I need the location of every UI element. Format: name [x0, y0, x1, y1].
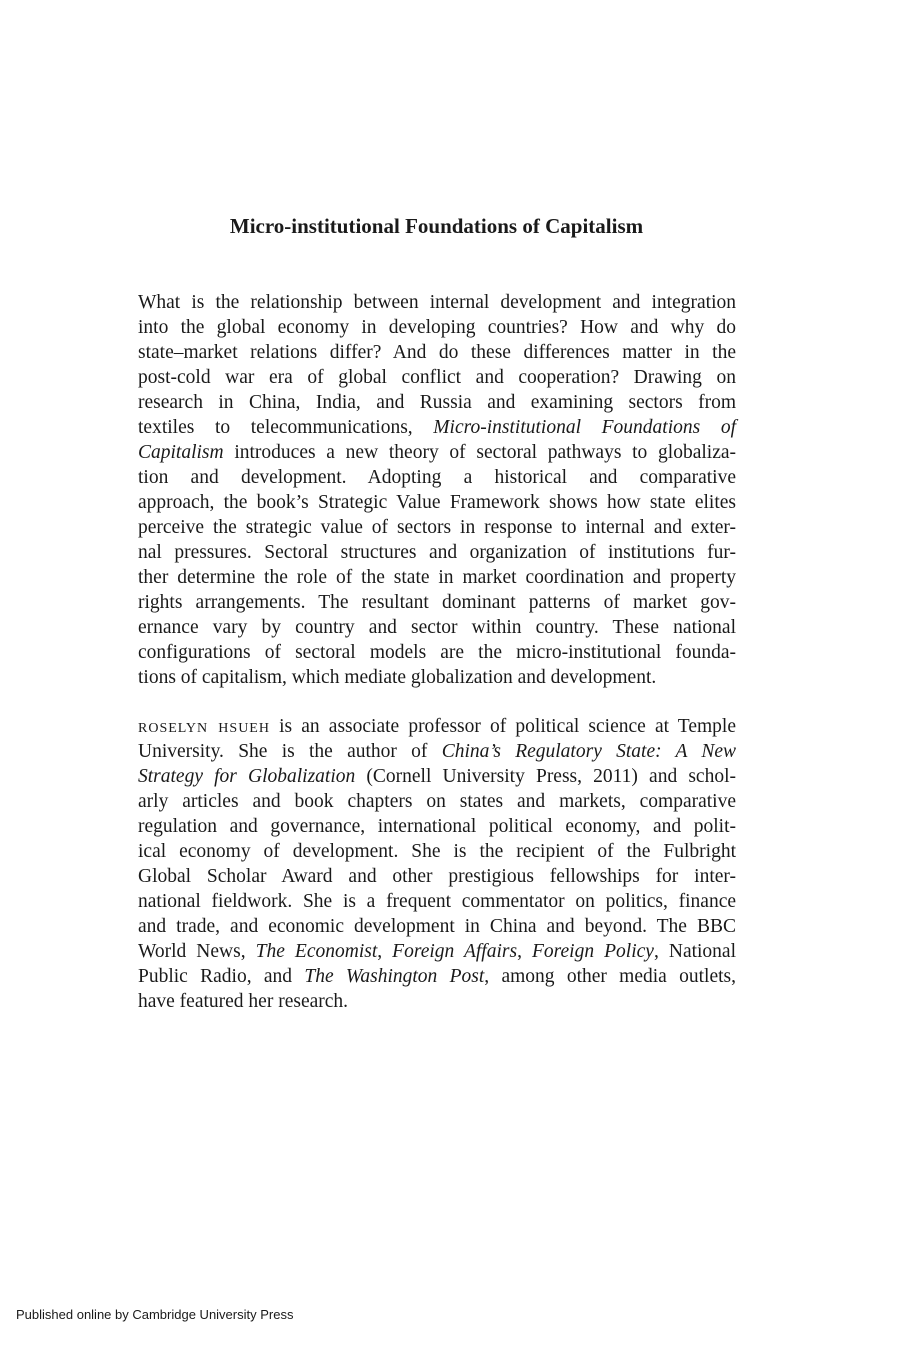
text-line: ther determine the role of the state in market coordination and property — [138, 567, 736, 588]
text-line: Capitalism introduces a new theory of sectoral pathways to globaliza- — [138, 442, 736, 463]
text-line: national fieldwork. She is a frequent commentator on politics, finance — [138, 891, 736, 912]
text-line: into the global economy in developing countries? How and why do — [138, 317, 736, 338]
text-line: research in China, India, and Russia and examining sectors from — [138, 392, 736, 413]
text-line: Global Scholar Award and other prestigious fellowships for inter- — [138, 866, 736, 887]
italic-title: Strategy for Globalization — [138, 766, 356, 787]
italic-title: China’s Regulatory State: A New — [441, 741, 737, 762]
italic-title: The Washington Post — [304, 966, 485, 987]
text-line: and trade, and economic development in China and beyond. The BBC — [138, 916, 736, 937]
text-line: tions of capitalism, which mediate globalization and development. — [138, 667, 657, 688]
publisher-footer: Published online by Cambridge University Press — [16, 1307, 294, 1322]
book-abstract — [138, 290, 736, 690]
text-line: roselyn hsueh is an associate professor of political science at Temple — [138, 716, 736, 737]
text-line: state–market relations differ? And do these differences matter in the — [138, 342, 736, 363]
text-line: World News, The Economist, Foreign Affairs, Foreign Policy, National — [138, 941, 737, 962]
italic-title: Foreign Policy — [531, 941, 654, 962]
text-line: Strategy for Globalization (Cornell University Press, 2011) and schol- — [138, 766, 736, 787]
author-bio — [138, 714, 736, 1014]
text-line: configurations of sectoral models are the micro-institutional founda- — [138, 642, 736, 663]
text-line: have featured her research. — [138, 991, 349, 1012]
italic-title: Micro-institutional Foundations of — [433, 417, 736, 438]
text-line: University. She is the author of China’s Regulatory State: A New — [138, 741, 737, 762]
text-line: Public Radio, and The Washington Post, among other media outlets, — [138, 966, 736, 987]
text-line: textiles to telecommunications, Micro-institutional Foundations of — [138, 417, 736, 438]
italic-title: Foreign Affairs — [392, 941, 518, 962]
text-line: What is the relationship between internal development and integration — [138, 292, 736, 313]
italic-title: The Economist — [255, 941, 378, 962]
text-line: arly articles and book chapters on states and markets, comparative — [138, 791, 736, 812]
author-name: roselyn hsueh — [138, 716, 270, 737]
italic-title: Capitalism — [138, 442, 224, 463]
text-line: nal pressures. Sectoral structures and organization of institutions fur- — [138, 542, 736, 563]
text-line: perceive the strategic value of sectors in response to internal and exter- — [138, 517, 736, 538]
text-line: tion and development. Adopting a historical and comparative — [138, 467, 736, 488]
page-title: Micro-institutional Foundations of Capitalism — [229, 214, 644, 238]
text-line: ical economy of development. She is the recipient of the Fulbright — [138, 841, 736, 862]
text-line: rights arrangements. The resultant dominant patterns of market gov- — [138, 592, 736, 613]
text-line: ernance vary by country and sector within country. These national — [138, 617, 736, 638]
text-line: regulation and governance, international political economy, and polit- — [138, 816, 736, 837]
text-line: post-cold war era of global conflict and cooperation? Drawing on — [138, 367, 736, 388]
text-line: approach, the book’s Strategic Value Framework shows how state elites — [138, 492, 736, 513]
